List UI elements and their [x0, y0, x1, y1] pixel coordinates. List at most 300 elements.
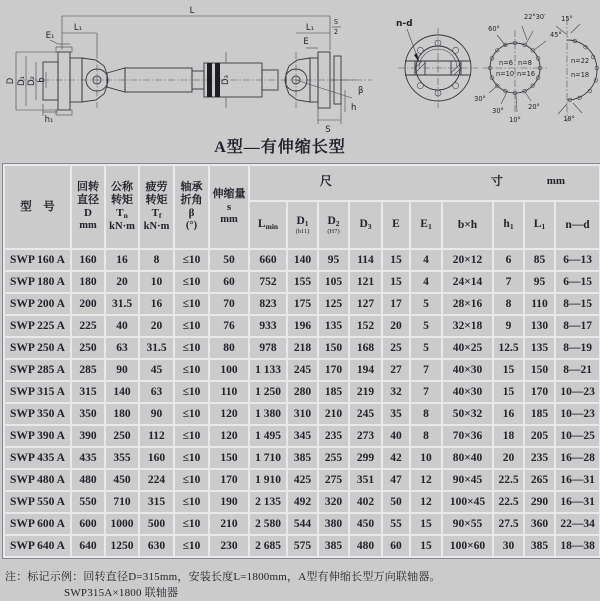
- value-cell: 194: [349, 359, 382, 381]
- model-header-label: 型 号: [20, 200, 55, 213]
- value-cell: 6: [493, 249, 524, 271]
- value-cell: 112: [139, 425, 174, 447]
- value-cell: 12: [410, 469, 442, 491]
- value-cell: 550: [71, 491, 105, 513]
- value-cell: 150: [318, 337, 349, 359]
- value-cell: 219: [349, 381, 382, 403]
- value-cell: ≤10: [174, 293, 209, 315]
- model-cell: SWP 435 A: [4, 447, 71, 469]
- value-cell: 180: [71, 271, 105, 293]
- value-cell: 170: [524, 381, 555, 403]
- value-cell: 45: [139, 359, 174, 381]
- value-cell: 20: [105, 271, 139, 293]
- value-cell: 385: [318, 535, 349, 557]
- value-cell: 170: [209, 469, 249, 491]
- value-cell: 5: [410, 315, 442, 337]
- value-cell: ≤10: [174, 491, 209, 513]
- value-cell: 155: [287, 271, 318, 293]
- value-cell: 265: [524, 469, 555, 491]
- value-cell: 90: [105, 359, 139, 381]
- value-cell: 16: [493, 403, 524, 425]
- dim-label-D2: D₂: [27, 76, 37, 86]
- table-row: [4, 403, 600, 425]
- value-cell: 978: [249, 337, 287, 359]
- model-cell: SWP 550 A: [4, 491, 71, 513]
- value-cell: 140: [287, 249, 318, 271]
- col-header-diameter: [71, 165, 105, 249]
- value-cell: 355: [105, 447, 139, 469]
- value-cell: 42: [382, 447, 410, 469]
- value-cell: 100×45: [442, 491, 493, 513]
- value-cell: 8: [139, 249, 174, 271]
- model-cell: SWP 225 A: [4, 315, 71, 337]
- value-cell: 230: [209, 535, 249, 557]
- value-cell: 310: [287, 403, 318, 425]
- value-cell: 10: [410, 447, 442, 469]
- value-cell: 120: [209, 425, 249, 447]
- value-cell: 8—15: [555, 293, 600, 315]
- value-cell: 200: [71, 293, 105, 315]
- value-cell: 63: [139, 381, 174, 403]
- value-cell: 12: [410, 491, 442, 513]
- angle-15: 15°: [561, 15, 573, 23]
- value-cell: ≤10: [174, 535, 209, 557]
- table-row: [4, 381, 600, 403]
- header-symbol: $T_f$: [151, 206, 162, 220]
- value-cell: 25: [382, 337, 410, 359]
- value-cell: 7: [493, 271, 524, 293]
- shaft-assembly-drawing: [6, 6, 372, 135]
- value-cell: 27: [382, 359, 410, 381]
- dim-label-s2-den: 2: [333, 28, 339, 36]
- model-cell: SWP 285 A: [4, 359, 71, 381]
- footnote-line1: 注：标记示例：回转直径D=315mm，安装长度L=1800mm，A型有伸缩长型万向联轴器。: [5, 571, 441, 583]
- value-cell: 10—23: [555, 381, 600, 403]
- value-cell: 15: [382, 271, 410, 293]
- col-header-e1: $E_1$: [410, 201, 442, 249]
- model-cell: SWP 640 A: [4, 535, 71, 557]
- value-cell: 10—25: [555, 425, 600, 447]
- value-cell: ≤10: [174, 513, 209, 535]
- value-cell: 16: [139, 293, 174, 315]
- value-cell: 7: [410, 359, 442, 381]
- value-cell: 20: [493, 447, 524, 469]
- value-cell: 105: [318, 271, 349, 293]
- value-cell: 35: [382, 403, 410, 425]
- col-header-model: [4, 165, 71, 249]
- value-cell: 50×32: [442, 403, 493, 425]
- value-cell: 110: [524, 293, 555, 315]
- model-cell: SWP 390 A: [4, 425, 71, 447]
- value-cell: 10: [139, 271, 174, 293]
- count-n8: n=8: [518, 59, 532, 67]
- value-cell: ≤10: [174, 403, 209, 425]
- dim-label-E: E: [303, 37, 309, 47]
- value-cell: ≤10: [174, 271, 209, 293]
- value-cell: 16—31: [555, 469, 600, 491]
- value-cell: 100×60: [442, 535, 493, 557]
- value-cell: 31.5: [105, 293, 139, 315]
- value-cell: 152: [349, 315, 382, 337]
- header-line: 直径: [77, 194, 99, 207]
- col-header-lmin: $L_{min}$: [249, 201, 287, 249]
- header-line: 轴承: [180, 181, 203, 194]
- header-symbol: β: [188, 207, 195, 220]
- value-cell: 63: [105, 337, 139, 359]
- table-row: [4, 491, 600, 513]
- flange-view-half: [556, 15, 599, 123]
- model-cell: SWP 200 A: [4, 293, 71, 315]
- value-cell: 70×36: [442, 425, 493, 447]
- value-cell: 450: [349, 513, 382, 535]
- figure-title: A型—有伸缩长型: [214, 139, 346, 156]
- value-cell: 385: [524, 535, 555, 557]
- model-cell: SWP 350 A: [4, 403, 71, 425]
- value-cell: 80: [209, 337, 249, 359]
- value-cell: 1 380: [249, 403, 287, 425]
- dim-label-D1: D₁: [17, 76, 27, 86]
- banner-part: 尺: [319, 174, 332, 188]
- value-cell: 10—23: [555, 403, 600, 425]
- value-cell: 350: [71, 403, 105, 425]
- value-cell: 575: [287, 535, 318, 557]
- footnote-line2: SWP315A×1800 联轴器: [64, 587, 179, 599]
- value-cell: 6—13: [555, 249, 600, 271]
- value-cell: 100: [209, 359, 249, 381]
- value-cell: 630: [139, 535, 174, 557]
- value-cell: 245: [287, 359, 318, 381]
- value-cell: ≤10: [174, 337, 209, 359]
- count-n16: n=16: [516, 70, 536, 78]
- value-cell: 16: [105, 249, 139, 271]
- value-cell: 190: [209, 491, 249, 513]
- value-cell: 60: [382, 535, 410, 557]
- table-row: [4, 535, 600, 557]
- table-row: [4, 293, 600, 315]
- value-cell: 2 685: [249, 535, 287, 557]
- value-cell: 60: [209, 271, 249, 293]
- value-cell: 185: [524, 403, 555, 425]
- value-cell: 255: [318, 447, 349, 469]
- col-header-fatigue-torque: [139, 165, 174, 249]
- value-cell: 20: [382, 315, 410, 337]
- count-n6: n=6: [499, 59, 513, 67]
- value-cell: 544: [287, 513, 318, 535]
- value-cell: 170: [318, 359, 349, 381]
- model-cell: SWP 180 A: [4, 271, 71, 293]
- value-cell: 140: [105, 381, 139, 403]
- value-cell: 125: [318, 293, 349, 315]
- table-row: [4, 447, 600, 469]
- table-row: [4, 249, 600, 271]
- header-symbol: $T_n$: [116, 206, 128, 220]
- value-cell: 127: [349, 293, 382, 315]
- col-header-d2: $D_2$ (H7): [318, 201, 349, 249]
- value-cell: 130: [524, 315, 555, 337]
- header-line: 疲劳: [145, 180, 168, 193]
- value-cell: 752: [249, 271, 287, 293]
- col-header-bxh: b×h: [442, 201, 493, 249]
- angle-20: 20°: [528, 103, 540, 111]
- value-cell: 1250: [105, 535, 139, 557]
- value-cell: 245: [349, 403, 382, 425]
- value-cell: ≤10: [174, 447, 209, 469]
- banner-part: mm: [546, 175, 566, 187]
- value-cell: 2 580: [249, 513, 287, 535]
- header-line: 折角: [180, 194, 203, 207]
- value-cell: 290: [524, 491, 555, 513]
- value-cell: 76: [209, 315, 249, 337]
- value-cell: 450: [105, 469, 139, 491]
- value-cell: 275: [318, 469, 349, 491]
- dim-label-L: L: [189, 6, 195, 16]
- value-cell: 8—17: [555, 315, 600, 337]
- header-unit: mm: [220, 213, 238, 225]
- value-cell: 16—28: [555, 447, 600, 469]
- value-cell: ≤10: [174, 381, 209, 403]
- value-cell: 22—34: [555, 513, 600, 535]
- header-unit: kN·m: [109, 220, 135, 232]
- value-cell: 31.5: [139, 337, 174, 359]
- count-n18: n=18: [571, 71, 590, 79]
- col-header-telescope: [209, 165, 249, 249]
- value-cell: 24×14: [442, 271, 493, 293]
- table-row: [4, 315, 600, 337]
- value-cell: 95: [524, 271, 555, 293]
- value-cell: 9: [493, 315, 524, 337]
- value-cell: 280: [287, 381, 318, 403]
- value-cell: 22.5: [493, 491, 524, 513]
- value-cell: 225: [71, 315, 105, 337]
- value-cell: 345: [287, 425, 318, 447]
- header-line: 转矩: [145, 193, 168, 206]
- value-cell: 85: [524, 249, 555, 271]
- value-cell: 50: [382, 491, 410, 513]
- value-cell: 299: [349, 447, 382, 469]
- value-cell: 320: [318, 491, 349, 513]
- value-cell: 492: [287, 491, 318, 513]
- value-cell: 5: [410, 293, 442, 315]
- value-cell: 5: [410, 337, 442, 359]
- value-cell: 235: [318, 425, 349, 447]
- value-cell: 15: [493, 359, 524, 381]
- col-header-d1: $D_1$ (h11): [287, 201, 318, 249]
- value-cell: 210: [209, 513, 249, 535]
- table-row: [4, 271, 600, 293]
- dim-label-h: h: [351, 103, 357, 113]
- value-cell: 22.5: [493, 469, 524, 491]
- angle-60: 60°: [488, 25, 500, 33]
- value-cell: 160: [71, 249, 105, 271]
- header-unit: (°): [185, 220, 198, 232]
- value-cell: ≤10: [174, 359, 209, 381]
- value-cell: 80×40: [442, 447, 493, 469]
- flange-view-bolt-angles: [474, 13, 562, 124]
- header-unit: kN·m: [143, 220, 170, 232]
- angle-10: 10°: [509, 116, 521, 124]
- value-cell: 315: [139, 491, 174, 513]
- value-cell: 385: [287, 447, 318, 469]
- value-cell: 90×45: [442, 469, 493, 491]
- value-cell: 250: [71, 337, 105, 359]
- value-cell: 2 135: [249, 491, 287, 513]
- value-cell: 351: [349, 469, 382, 491]
- value-cell: 315: [71, 381, 105, 403]
- col-header-nd: n—d: [555, 201, 600, 249]
- header-line: 伸缩量: [212, 187, 246, 200]
- value-cell: 40×30: [442, 359, 493, 381]
- value-cell: 185: [318, 381, 349, 403]
- value-cell: 273: [349, 425, 382, 447]
- value-cell: 150: [524, 359, 555, 381]
- value-cell: 1 710: [249, 447, 287, 469]
- value-cell: 15: [493, 381, 524, 403]
- count-n22: n=22: [571, 57, 590, 65]
- value-cell: 28×16: [442, 293, 493, 315]
- value-cell: 390: [71, 425, 105, 447]
- header-line: 公称: [111, 180, 133, 193]
- value-cell: 4: [410, 249, 442, 271]
- col-header-e: E: [382, 201, 410, 249]
- header-unit: mm: [79, 220, 97, 232]
- value-cell: 95: [318, 249, 349, 271]
- value-cell: 135: [318, 315, 349, 337]
- value-cell: 4: [410, 271, 442, 293]
- col-header-nominal-torque: [105, 165, 139, 249]
- value-cell: 480: [349, 535, 382, 557]
- banner-part: 寸: [490, 174, 503, 188]
- dim-label-S: S: [325, 125, 331, 135]
- table-row: [4, 359, 600, 381]
- value-cell: 6—15: [555, 271, 600, 293]
- value-cell: 50: [209, 249, 249, 271]
- value-cell: 285: [71, 359, 105, 381]
- value-cell: 40×25: [442, 337, 493, 359]
- header-symbol: s: [226, 200, 232, 213]
- value-cell: 15: [410, 513, 442, 535]
- col-header-h1: $h_1$: [493, 201, 524, 249]
- value-cell: 218: [287, 337, 318, 359]
- dim-label-b: b: [37, 77, 47, 83]
- dim-label-E1: E₁: [45, 31, 55, 41]
- value-cell: 7: [410, 381, 442, 403]
- value-cell: 12.5: [493, 337, 524, 359]
- angle-18: 18°: [563, 115, 575, 123]
- value-cell: 121: [349, 271, 382, 293]
- value-cell: 30: [493, 535, 524, 557]
- table-row: [4, 425, 600, 447]
- value-cell: 90: [139, 403, 174, 425]
- angle-22-30: 22°30′: [524, 13, 546, 21]
- value-cell: 8: [410, 425, 442, 447]
- value-cell: 20: [139, 315, 174, 337]
- dimensions-banner: [249, 165, 600, 201]
- value-cell: 380: [318, 513, 349, 535]
- value-cell: 224: [139, 469, 174, 491]
- value-cell: 175: [287, 293, 318, 315]
- table-header: [4, 165, 600, 249]
- value-cell: 20×12: [442, 249, 493, 271]
- value-cell: 1000: [105, 513, 139, 535]
- dim-label-s2-num: S: [333, 18, 339, 26]
- value-cell: 18—38: [555, 535, 600, 557]
- value-cell: 402: [349, 491, 382, 513]
- value-cell: 1 133: [249, 359, 287, 381]
- header-line: 转矩: [111, 193, 133, 206]
- value-cell: ≤10: [174, 315, 209, 337]
- value-cell: 8: [410, 403, 442, 425]
- dim-label-beta: β: [358, 86, 364, 96]
- col-header-d3: $D_3$: [349, 201, 382, 249]
- value-cell: 235: [524, 447, 555, 469]
- value-cell: 1 495: [249, 425, 287, 447]
- value-cell: 110: [209, 381, 249, 403]
- value-cell: ≤10: [174, 469, 209, 491]
- value-cell: 500: [139, 513, 174, 535]
- header-line: 回转: [77, 181, 99, 194]
- value-cell: 17: [382, 293, 410, 315]
- value-cell: ≤10: [174, 425, 209, 447]
- count-n10: n=10: [495, 70, 515, 78]
- value-cell: 8—19: [555, 337, 600, 359]
- value-cell: 600: [71, 513, 105, 535]
- value-cell: 250: [105, 425, 139, 447]
- table-row: [4, 337, 600, 359]
- value-cell: 168: [349, 337, 382, 359]
- value-cell: 90×55: [442, 513, 493, 535]
- value-cell: 210: [318, 403, 349, 425]
- value-cell: 55: [382, 513, 410, 535]
- dim-label-L1-right: L₁: [305, 23, 315, 33]
- value-cell: 425: [287, 469, 318, 491]
- col-header-bearing-angle: [174, 165, 209, 249]
- value-cell: ≤10: [174, 249, 209, 271]
- value-cell: 640: [71, 535, 105, 557]
- value-cell: 40: [382, 425, 410, 447]
- value-cell: 435: [71, 447, 105, 469]
- value-cell: 196: [287, 315, 318, 337]
- value-cell: 70: [209, 293, 249, 315]
- header-symbol: D: [84, 207, 92, 220]
- col-header-l1: $L_1$: [524, 201, 555, 249]
- value-cell: 40×30: [442, 381, 493, 403]
- spec-table: [3, 164, 600, 558]
- value-cell: 135: [524, 337, 555, 359]
- value-cell: 1 250: [249, 381, 287, 403]
- value-cell: 480: [71, 469, 105, 491]
- model-cell: SWP 315 A: [4, 381, 71, 403]
- value-cell: 40: [105, 315, 139, 337]
- value-cell: 823: [249, 293, 287, 315]
- flange-view-front: [396, 19, 478, 108]
- value-cell: 15: [382, 249, 410, 271]
- value-cell: 32: [382, 381, 410, 403]
- value-cell: 8—21: [555, 359, 600, 381]
- value-cell: 710: [105, 491, 139, 513]
- value-cell: 160: [139, 447, 174, 469]
- value-cell: 27.5: [493, 513, 524, 535]
- table-row: [4, 513, 600, 535]
- model-cell: SWP 160 A: [4, 249, 71, 271]
- value-cell: 114: [349, 249, 382, 271]
- angle-30-bottom: 30°: [492, 107, 504, 115]
- table-row: [4, 469, 600, 491]
- value-cell: 120: [209, 403, 249, 425]
- value-cell: 8: [493, 293, 524, 315]
- angle-45: 45°: [550, 31, 562, 39]
- value-cell: 18: [493, 425, 524, 447]
- value-cell: 360: [524, 513, 555, 535]
